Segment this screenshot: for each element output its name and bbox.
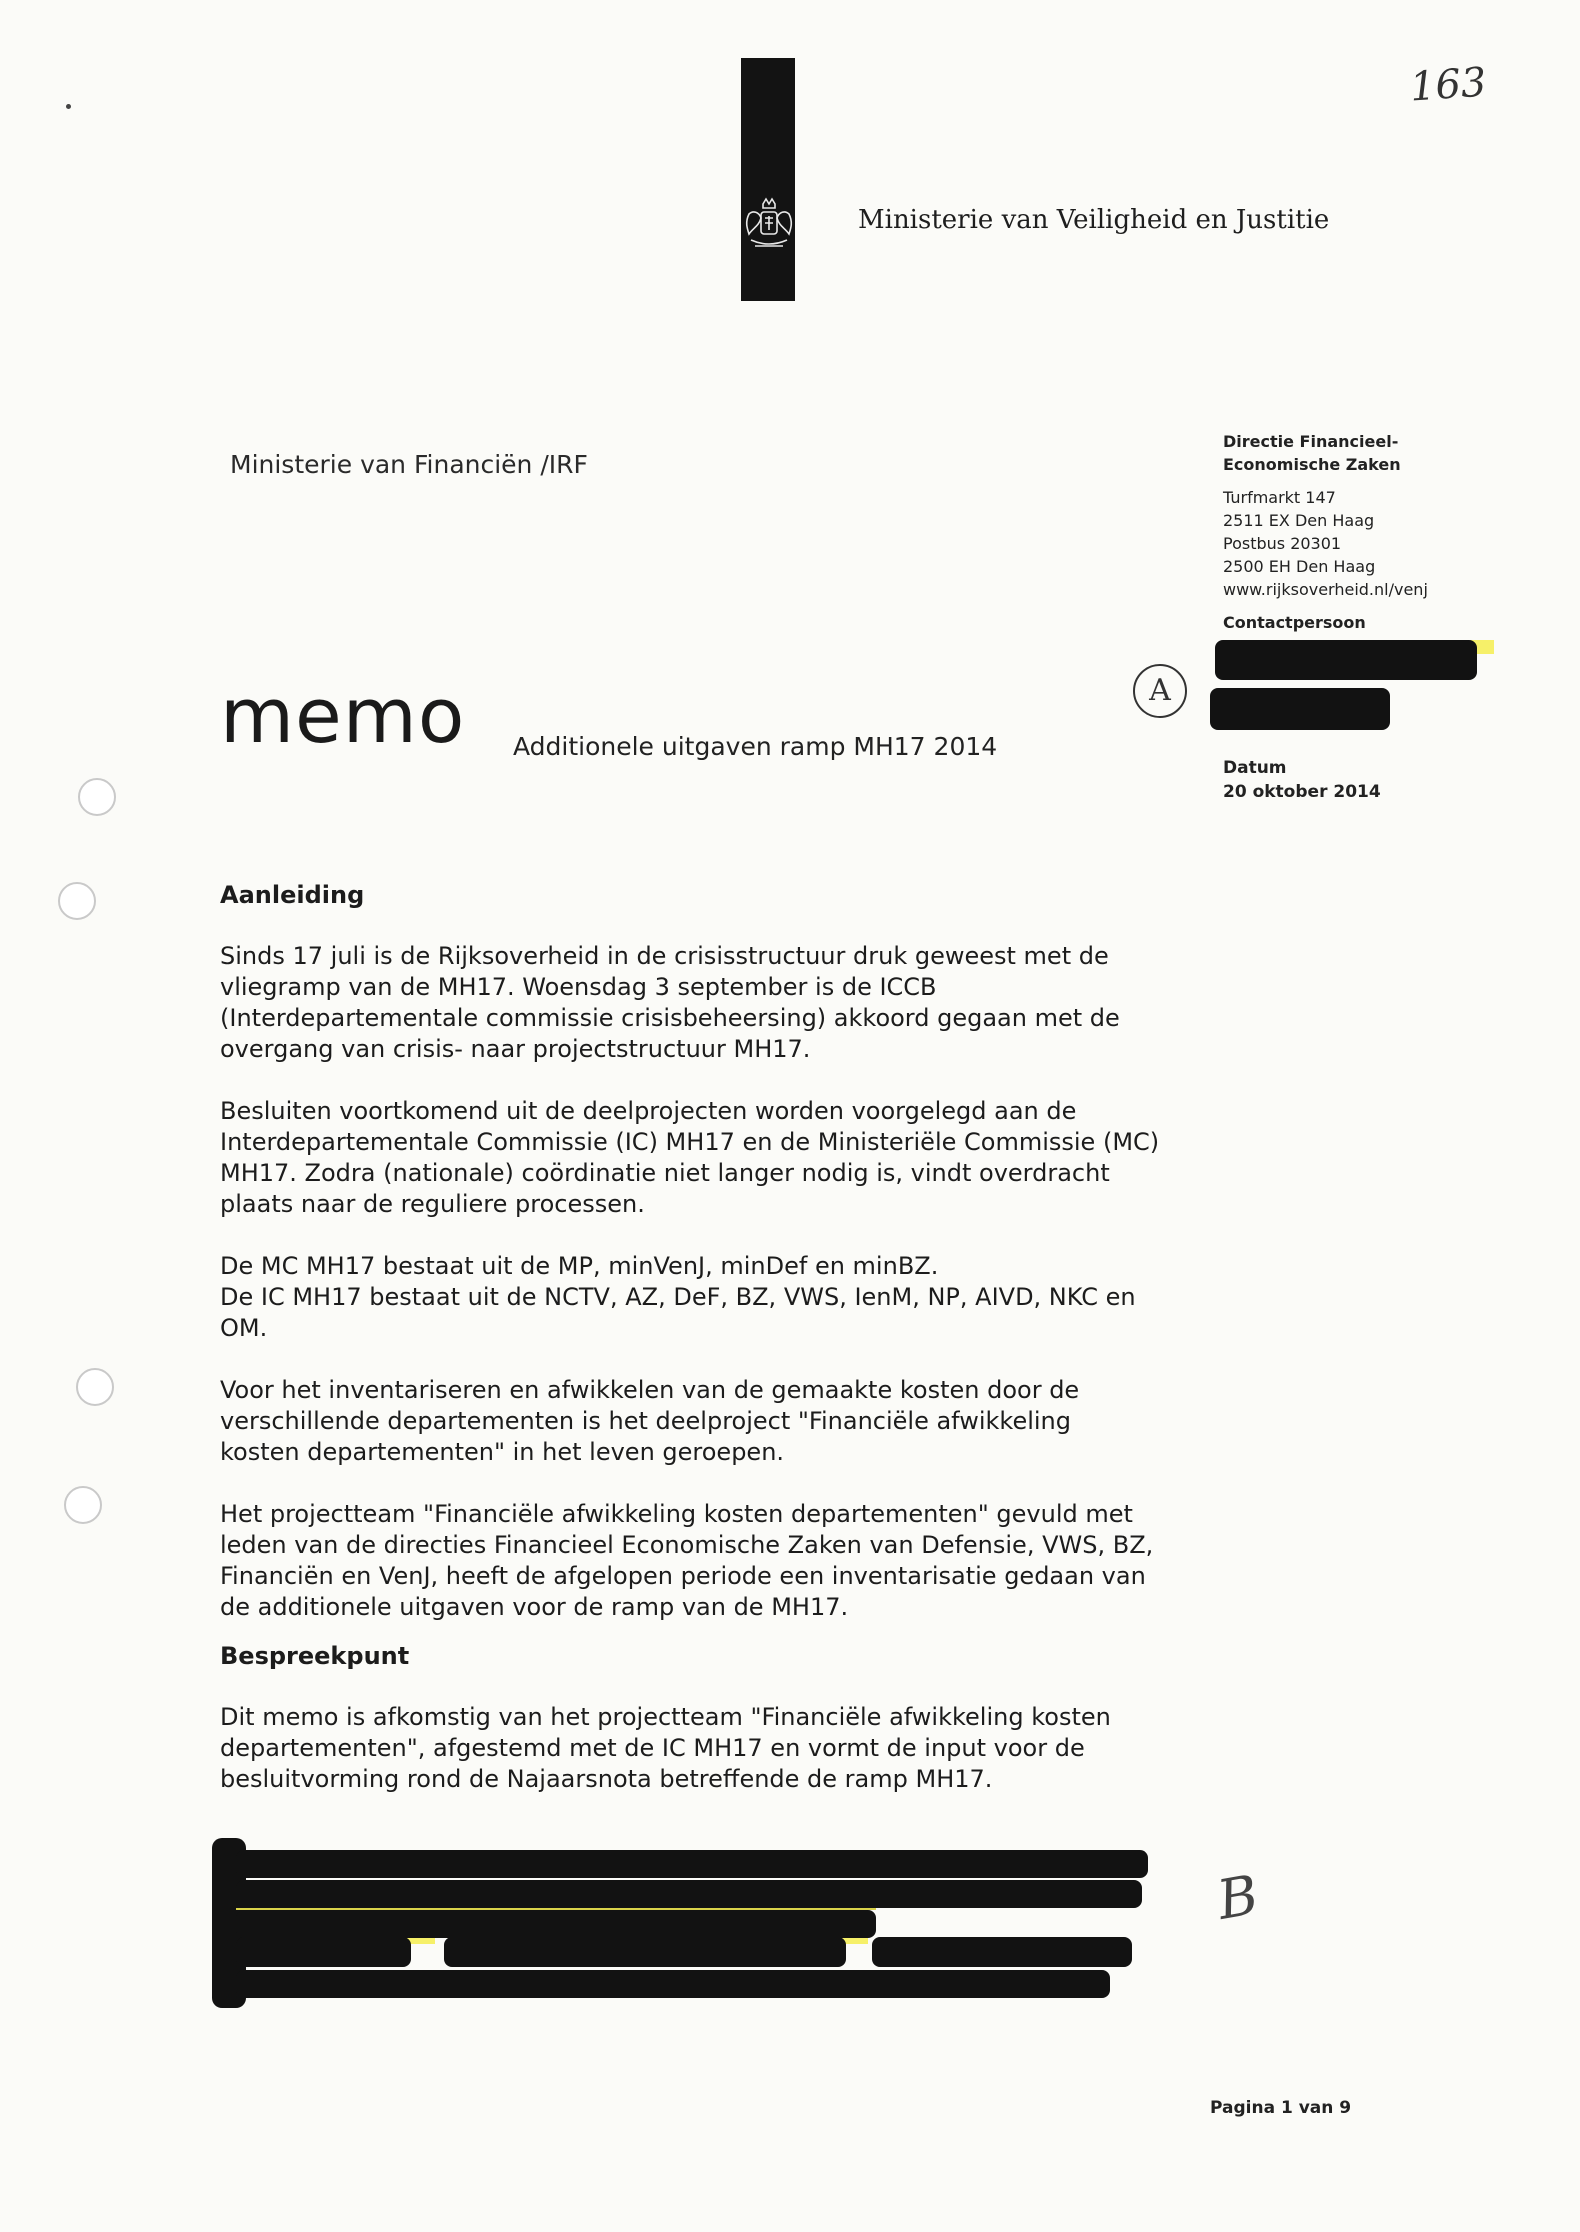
handwritten-mark: B	[1212, 1863, 1263, 1932]
department-line2: Economische Zaken	[1223, 455, 1401, 474]
addressee: Ministerie van Financiën /IRF	[230, 450, 588, 479]
page-number: Pagina 1 van 9	[1210, 2098, 1352, 2118]
memo-body	[220, 880, 1220, 1795]
redaction-bar	[236, 1850, 1148, 1878]
handwritten-page-number: 163	[1408, 59, 1488, 111]
punch-hole	[64, 1486, 102, 1524]
punch-hole	[76, 1368, 114, 1406]
paragraph: Het projectteam "Financiële afwikkeling kosten departementen" gevuld met leden van de directies Financieel Economische Zaken van Defensie, VWS, BZ, Financiën en VenJ, heeft de afgelopen periode een inventarisatie gedaan van de additionele uitgaven voor de ramp van de MH17.	[220, 1500, 1154, 1621]
ministry-name: Ministerie van Veiligheid en Justitie	[858, 205, 1330, 235]
paragraph: De IC MH17 bestaat uit de NCTV, AZ, DeF, BZ, VWS, IenM, NP, AIVD, NKC en OM.	[220, 1283, 1136, 1342]
address-line: 2511 EX Den Haag	[1223, 511, 1375, 530]
paragraph: De MC MH17 bestaat uit de MP, minVenJ, minDef en minBZ.	[220, 1252, 939, 1280]
paragraph: Sinds 17 juli is de Rijksoverheid in de crisisstructuur druk geweest met de vliegramp van de MH17. Woensdag 3 september is de ICCB (Interdepartementale commissie crisisbeheersing) akkoord gegaan met de overgang van crisis- naar projectstructuur MH17.	[220, 942, 1120, 1063]
punch-hole	[58, 882, 96, 920]
contact-label: Contactpersoon	[1223, 613, 1366, 632]
section-heading: Aanleiding	[220, 881, 365, 909]
redaction-bar	[444, 1937, 846, 1967]
redaction-bar	[872, 1937, 1132, 1967]
stray-mark	[66, 104, 71, 109]
date-value: 20 oktober 2014	[1223, 782, 1381, 802]
highlight-line	[236, 1908, 876, 1910]
date-label: Datum	[1223, 758, 1287, 778]
redaction-bar	[236, 1910, 876, 1938]
address-line: Turfmarkt 147	[1223, 488, 1336, 507]
stamp-a: A	[1133, 664, 1187, 718]
memo-subject: Additionele uitgaven ramp MH17 2014	[513, 732, 998, 761]
paragraph: Besluiten voortkomend uit de deelprojecten worden voorgelegd aan de Interdepartementale Commissie (IC) MH17 en de Ministeriële Commissie (MC) MH17. Zodra (nationale) coördinatie niet langer nodig is, vindt overdracht plaats naar de reguliere processen.	[220, 1097, 1160, 1218]
sender-sidebar	[1223, 430, 1523, 634]
redaction-bar	[236, 1880, 1142, 1908]
website-link[interactable]: www.rijksoverheid.nl/venj	[1223, 580, 1428, 599]
address-line: 2500 EH Den Haag	[1223, 557, 1376, 576]
redaction-bar	[236, 1970, 1110, 1998]
paragraph: Dit memo is afkomstig van het projectteam "Financiële afwikkeling kosten departementen", afgestemd met de IC MH17 en vormt de input voor de besluitvorming rond de Najaarsnota betreffende de ramp MH17.	[220, 1703, 1111, 1793]
section-heading: Bespreekpunt	[220, 1642, 410, 1670]
address-line: Postbus 20301	[1223, 534, 1342, 553]
department-line1: Directie Financieel-	[1223, 432, 1399, 451]
punch-hole	[78, 778, 116, 816]
date-block	[1223, 756, 1381, 804]
memo-title: memo	[220, 671, 466, 760]
redaction-bar	[1210, 688, 1390, 730]
paragraph: Voor het inventariseren en afwikkelen van de gemaakte kosten door de verschillende departementen is het deelproject "Financiële afwikkeling kosten departementen" in het leven geroepen.	[220, 1376, 1080, 1466]
redaction-bar	[236, 1937, 411, 1967]
coat-of-arms-icon	[743, 196, 795, 266]
redaction-bar	[1215, 640, 1477, 680]
